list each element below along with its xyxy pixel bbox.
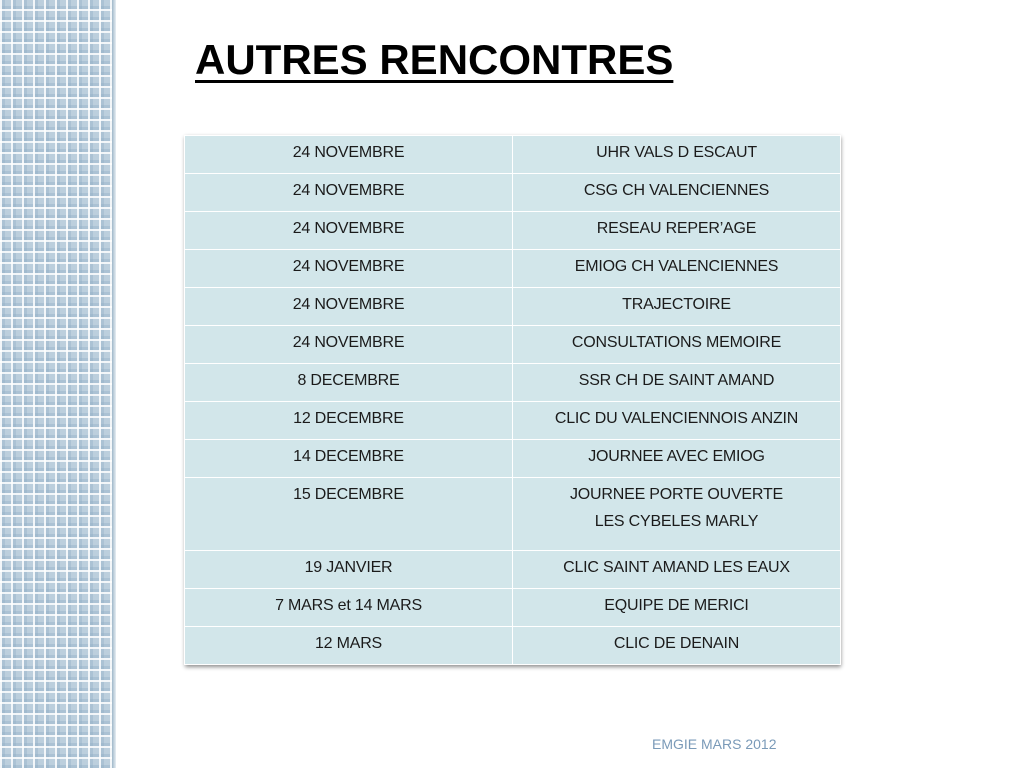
date-cell: 19 JANVIER bbox=[185, 551, 513, 589]
meeting-line: CONSULTATIONS MEMOIRE bbox=[571, 334, 782, 351]
date-cell: 7 MARS et 14 MARS bbox=[185, 589, 513, 627]
table-row bbox=[185, 402, 841, 440]
meeting-line: LES CYBELES MARLY bbox=[594, 513, 759, 530]
slide-footer: EMGIE MARS 2012 bbox=[652, 736, 777, 752]
meeting-line: CLIC SAINT AMAND LES EAUX bbox=[563, 559, 790, 576]
meeting-cell bbox=[513, 551, 841, 589]
meeting-cell bbox=[513, 212, 841, 250]
meeting-cell bbox=[513, 478, 841, 551]
date-cell: 24 NOVEMBRE bbox=[185, 288, 513, 326]
date-cell: 12 DECEMBRE bbox=[185, 402, 513, 440]
meeting-cell bbox=[513, 364, 841, 402]
side-pattern-decoration bbox=[0, 0, 112, 768]
meetings-table-body bbox=[185, 136, 841, 665]
date-text: 15 DECEMBRE bbox=[293, 486, 404, 503]
meeting-cell bbox=[513, 174, 841, 212]
meetings-table bbox=[184, 135, 841, 665]
meeting-cell bbox=[513, 402, 841, 440]
date-cell: 14 DECEMBRE bbox=[185, 440, 513, 478]
table-row bbox=[185, 478, 841, 551]
side-edge-divider bbox=[112, 0, 116, 768]
date-cell bbox=[185, 478, 513, 551]
table-row bbox=[185, 212, 841, 250]
table-row bbox=[185, 440, 841, 478]
meeting-cell bbox=[513, 440, 841, 478]
meeting-line: JOURNEE PORTE OUVERTE bbox=[569, 486, 784, 503]
date-cell: 24 NOVEMBRE bbox=[185, 326, 513, 364]
table-row bbox=[185, 136, 841, 174]
meeting-cell bbox=[513, 326, 841, 364]
meeting-line: JOURNEE AVEC EMIOG bbox=[588, 448, 765, 465]
meeting-line: CSG CH VALENCIENNES bbox=[583, 182, 770, 199]
table-row bbox=[185, 326, 841, 364]
date-cell: 24 NOVEMBRE bbox=[185, 250, 513, 288]
meeting-line: CLIC DE DENAIN bbox=[613, 635, 740, 652]
meetings-table-container bbox=[184, 135, 840, 665]
meeting-line: SSR CH DE SAINT AMAND bbox=[578, 372, 775, 389]
slide-title: AUTRES RENCONTRES bbox=[195, 36, 674, 83]
date-cell: 8 DECEMBRE bbox=[185, 364, 513, 402]
table-row bbox=[185, 589, 841, 627]
meeting-line: EQUIPE DE MERICI bbox=[604, 597, 749, 614]
meeting-line: TRAJECTOIRE bbox=[622, 296, 731, 313]
meeting-line: RESEAU REPER’AGE bbox=[596, 220, 757, 237]
table-row bbox=[185, 364, 841, 402]
meeting-cell bbox=[513, 250, 841, 288]
table-row bbox=[185, 551, 841, 589]
meeting-cell bbox=[513, 589, 841, 627]
date-cell: 12 MARS bbox=[185, 627, 513, 665]
date-cell: 24 NOVEMBRE bbox=[185, 174, 513, 212]
table-row bbox=[185, 627, 841, 665]
table-row bbox=[185, 174, 841, 212]
meeting-cell bbox=[513, 136, 841, 174]
meeting-line: EMIOG CH VALENCIENNES bbox=[574, 258, 779, 275]
meeting-line: UHR VALS D ESCAUT bbox=[596, 144, 757, 161]
meeting-cell bbox=[513, 627, 841, 665]
meeting-cell bbox=[513, 288, 841, 326]
meeting-line: CLIC DU VALENCIENNOIS ANZIN bbox=[554, 410, 799, 427]
table-row bbox=[185, 288, 841, 326]
date-cell: 24 NOVEMBRE bbox=[185, 212, 513, 250]
table-row bbox=[185, 250, 841, 288]
date-cell: 24 NOVEMBRE bbox=[185, 136, 513, 174]
